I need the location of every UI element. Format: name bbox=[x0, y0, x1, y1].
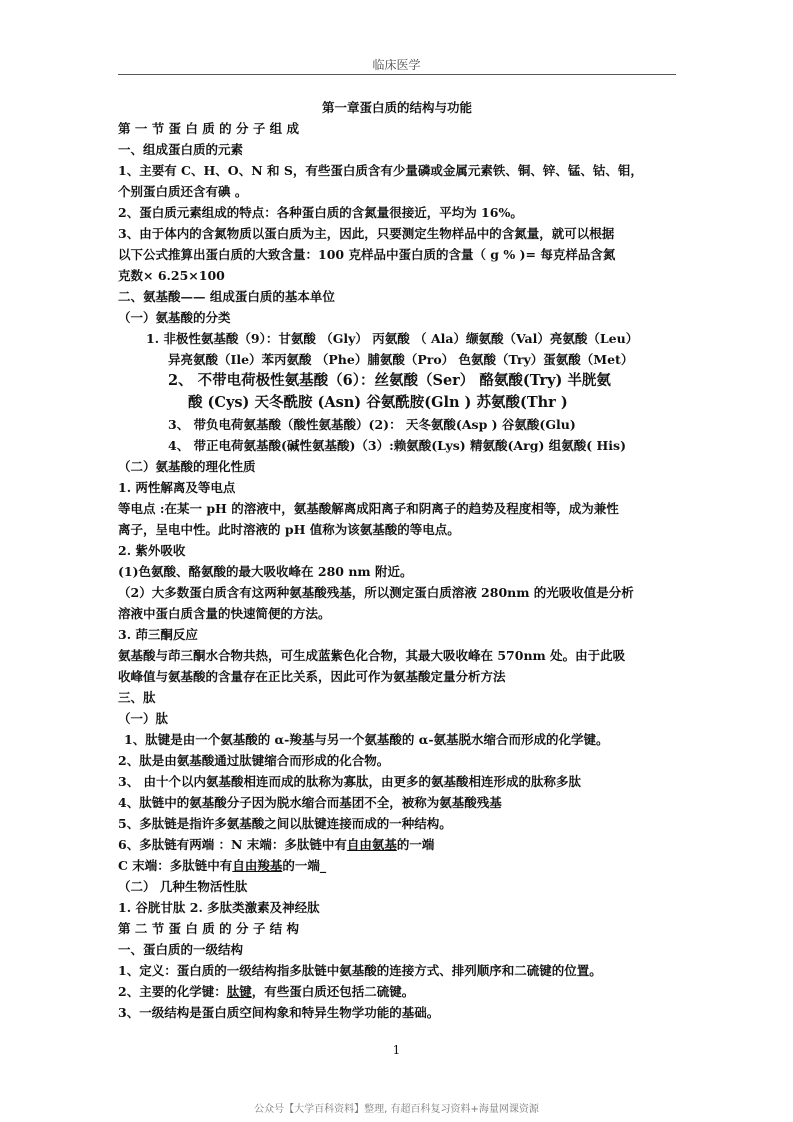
paragraph-line: (1)色氨酸、酪氨酸的最大吸收峰在 280 nm 附近。 bbox=[118, 564, 413, 579]
text-run: 的一端 bbox=[396, 837, 435, 852]
paragraph-line: 1. 两性解离及等电点 bbox=[118, 480, 236, 495]
paragraph-line: 离子，呈电中性。此时溶液的 pH 值称为该氨基酸的等电点。 bbox=[118, 522, 460, 537]
underlined-term: 自由羧基 bbox=[232, 858, 283, 873]
heading-amino-acids: 二、氨基酸—— 组成蛋白质的基本单位 bbox=[118, 289, 335, 304]
paragraph-line: 2、肽是由氨基酸通过肽键缩合而形成的化合物。 bbox=[118, 753, 390, 768]
paragraph-line: 3、由于体内的含氮物质以蛋白质为主，因此，只要测定生物样品中的含氮量，就可以根据 bbox=[118, 226, 615, 241]
paragraph-line: 3. 茚三酮反应 bbox=[118, 627, 198, 642]
heading-primary-structure: 一、蛋白质的一级结构 bbox=[118, 942, 244, 957]
list-item: 异亮氨酸（Ile）苯丙氨酸 （Phe）脯氨酸（Pro） 色氨酸（Try）蛋氨酸（Met） bbox=[168, 352, 634, 367]
underlined-term: 肽键 bbox=[226, 984, 252, 999]
heading-elements: 一、组成蛋白质的元素 bbox=[118, 142, 244, 157]
paragraph-line: 5、多肽链是指许多氨基酸之间以肽键连接而成的一种结构。 bbox=[118, 816, 452, 831]
paragraph-line bbox=[118, 855, 676, 876]
footer-note: 公众号【大学百科资料】整理, 有超百科复习资料+海量网课资源 bbox=[254, 1104, 539, 1115]
paragraph-line: 克数× 6.25×100 bbox=[118, 268, 225, 283]
paragraph-line: 3、一级结构是蛋白质空间构象和特异生物学功能的基础。 bbox=[118, 1005, 440, 1020]
heading-peptide: 三、肽 bbox=[118, 690, 156, 705]
subheading-peptide: （一）肽 bbox=[118, 711, 169, 726]
paragraph-line: 4、肽链中的氨基酸分子因为脱水缩合而基团不全，被称为氨基酸残基 bbox=[118, 795, 502, 810]
paragraph-line: 2、蛋白质元素组成的特点：各种蛋白质的含氮量很接近，平均为 16%。 bbox=[118, 205, 523, 220]
underlined-term: 自由氨基 bbox=[346, 837, 397, 852]
paragraph-line: 等电点 :在某一 pH 的溶液中，氨基酸解离成阳离子和阴离子的趋势及程度相等，成为兼性 bbox=[118, 501, 619, 516]
subheading-classification: （一）氨基酸的分类 bbox=[118, 310, 231, 325]
page-number: 1 bbox=[392, 1043, 401, 1057]
subheading-properties: （二）氨基酸的理化性质 bbox=[118, 459, 256, 474]
paragraph-line: 1. 谷胱甘肽 2. 多肽类激素及神经肽 bbox=[118, 900, 320, 915]
paragraph-line: 以下公式推算出蛋白质的大致含量：100 克样品中蛋白质的含量（ g % )= 每克样品含氮 bbox=[118, 247, 616, 262]
list-item: 2、 不带电荷极性氨基酸（6）：丝氨酸（Ser） 酪氨酸(Try) 半胱氨 bbox=[168, 372, 611, 389]
paragraph-line: 收峰值与氨基酸的含量存在正比关系，因此可作为氨基酸定量分析方法 bbox=[118, 669, 506, 684]
section-heading-2: 第 二 节 蛋 白 质 的 分 子 结 构 bbox=[118, 921, 300, 936]
list-item: 3、 带负电荷氨基酸（酸性氨基酸）(2)： 天冬氨酸(Asp ) 谷氨酸(Glu) bbox=[168, 417, 576, 432]
paragraph-line: 3、 由十个以内氨基酸相连而成的肽称为寡肽，由更多的氨基酸相连形成的肽称多肽 bbox=[118, 774, 582, 789]
text-run: 2、主要的化学键： bbox=[118, 984, 227, 999]
subheading-bioactive-peptides: （二） 几种生物活性肽 bbox=[118, 879, 248, 894]
paragraph-line: 1、肽键是由一个氨基酸的 α-羧基与另一个氨基酸的 α-氨基脱水缩合而形成的化学键。 bbox=[124, 732, 609, 747]
text-run: 6、多肽链有两端 ：N 末端：多肽链中有 bbox=[118, 837, 347, 852]
paragraph-line: 2. 紫外吸收 bbox=[118, 543, 186, 558]
document-body bbox=[118, 97, 676, 1023]
text-run: C 末端：多肽链中有 bbox=[118, 858, 233, 873]
paragraph-line bbox=[118, 834, 676, 855]
paragraph-line: 1、定义：蛋白质的一级结构指多肽链中氨基酸的连接方式、排列顺序和二硫键的位置。 bbox=[118, 963, 602, 978]
section-heading-1: 第 一 节 蛋 白 质 的 分 子 组 成 bbox=[118, 121, 300, 136]
paragraph-line: （2）大多数蛋白质含有这两种氨基酸残基，所以测定蛋白质溶液 280nm 的光吸收值是分析 bbox=[118, 585, 634, 600]
paragraph-line: 溶液中蛋白质含量的快速简便的方法。 bbox=[118, 606, 331, 621]
list-item: 1. 非极性氨基酸（9）：甘氨酸 （Gly） 丙氨酸 （ Ala）缬氨酸（Val）亮氨酸（Leu） bbox=[146, 331, 639, 346]
list-item: 酸 (Cys) 天冬酰胺 (Asn) 谷氨酰胺(Gln ) 苏氨酸(Thr ) bbox=[188, 394, 568, 411]
chapter-title: 第一章蛋白质的结构与功能 bbox=[321, 100, 472, 115]
text-run: 的一端_ bbox=[282, 858, 327, 873]
text-run: ，有些蛋白质还包括二硫键。 bbox=[251, 984, 415, 999]
page-header: 临床医学 bbox=[372, 58, 421, 72]
paragraph-line: 氨基酸与茚三酮水合物共热，可生成蓝紫色化合物，其最大吸收峰在 570nm 处。由于此吸 bbox=[118, 648, 626, 663]
header-divider bbox=[118, 74, 676, 75]
paragraph-line: 个别蛋白质还含有碘 。 bbox=[118, 184, 248, 199]
list-item: 4、 带正电荷氨基酸(碱性氨基酸)（3）:赖氨酸(Lys) 精氨酸(Arg) 组氨酸( His) bbox=[168, 438, 626, 453]
paragraph-line bbox=[118, 981, 676, 1002]
paragraph-line: 1、主要有 C、H、O、N 和 S，有些蛋白质含有少量磷或金属元素铁、铜、锌、锰、钴、钼， bbox=[118, 163, 643, 178]
